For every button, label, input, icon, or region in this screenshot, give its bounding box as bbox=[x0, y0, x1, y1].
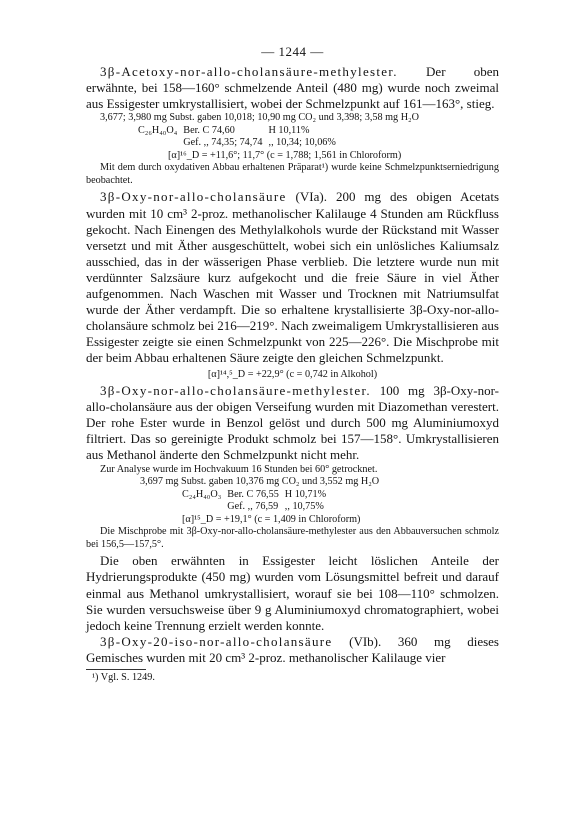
section-iso-acid bbox=[86, 634, 499, 666]
paragraph-text: (VIa). 200 mg des obigen Acetats wurden mit 10 cm³ 2-proz. methanolischer Kalilauge 4 Stunden am Rückfluss gekocht. Nach Einengen des Methylalkohols wurde der Rückstand mit Wasser versetzt und mit Äther ausgeschüttelt, wobei sich ein unlösliches Kaliumsalz ausschied, das in der wässerigen Phase verblieb. Die letztere wurde nun mit verdünnter Salzsäure kurz aufgekocht und die freie Säure in viel Äther aufgenommen. Nach Waschen mit Wasser und Trocknen mit Natriumsulfat wurde der Äther verdampft. Die so erhaltene krystallisierte 3β-Oxy-nor-allo-cholansäure schmolz bei 216—219°. Nach zweimaligem Umkrystallisieren aus Essigester zeigte sie einen Schmelzpunkt von 225—226°. Die Mischprobe mit der beim Abbau erhaltenen Säure zeigte den gleichen Schmelzpunkt. bbox=[86, 189, 499, 366]
optical-rotation: [α]¹⁶_D = +11,6°; 11,7° (c = 1,788; 1,561 in Chloroform) bbox=[168, 149, 402, 161]
calc-c: Ber. C 76,55 bbox=[227, 488, 279, 500]
section-acetoxy-methylester bbox=[86, 64, 499, 112]
compound-title: 3β-Oxy-20-iso-nor-allo-cholansäure bbox=[100, 633, 333, 649]
analysis-table bbox=[182, 489, 332, 514]
paragraph-text: (VIb). 360 mg dieses Gemisches wurden mit 20 cm³ 2-proz. methanolischer Kalilauge vier bbox=[86, 633, 499, 665]
paragraph-text: 100 mg 3β-Oxy-nor-allo-cholansäure aus der obigen Verseifung wurden mit Diazomethan verestert. Der rohe Ester wurde in Benzol gelöst und durch 500 mg Aluminiumoxyd filtriert. Das so gereinigte Produkt schmolz bei 157—158°. Umkrystallisieren aus Methanol änderte den Schmelzpunkt nicht mehr. bbox=[86, 383, 499, 463]
page bbox=[86, 44, 499, 684]
found-c: Gef. ,, 74,35; 74,74 bbox=[183, 137, 263, 149]
formula: C₂₆H₄₀O₄ bbox=[138, 124, 178, 136]
optical-rotation: [α]¹⁴,⁵_D = +22,9° (c = 0,742 in Alkohol) bbox=[207, 368, 378, 380]
found-h: ,, 10,34; 10,06% bbox=[268, 137, 336, 149]
optical-rotation: [α]¹⁵_D = +19,1° (c = 1,409 in Chloroform) bbox=[182, 513, 361, 525]
page-number: — 1244 — bbox=[261, 44, 324, 59]
footnote-rule bbox=[86, 669, 146, 670]
calc-h: H 10,71% bbox=[284, 488, 327, 500]
compound-title: 3β-Oxy-nor-allo-cholansäure-methylester. bbox=[100, 383, 371, 399]
section-oxy-methylester bbox=[86, 383, 499, 463]
analysis-line: 3,697 mg Subst. gaben 10,376 mg CO₂ und 3,552 mg H₂O bbox=[140, 476, 380, 488]
analysis-note: Zur Analyse wurde im Hochvakuum 16 Stunden bei 60° getrocknet. bbox=[100, 463, 378, 475]
found-c: Gef. ,, 76,59 bbox=[227, 501, 279, 513]
formula: C₂₄H₄₀O₃ bbox=[182, 488, 222, 500]
analysis-table bbox=[138, 125, 342, 150]
section-oxy-acid bbox=[86, 189, 499, 366]
compound-title: 3β-Oxy-nor-allo-cholansäure bbox=[100, 189, 287, 205]
note: Die Mischprobe mit 3β-Oxy-nor-allo-cholansäure-methylester aus den Abbauversuchen schmolz bei 156,5—157,5°. bbox=[86, 526, 499, 550]
calc-h: H 10,11% bbox=[268, 124, 310, 136]
compound-title: 3β-Acetoxy-nor-allo-cholansäure-methylester. bbox=[100, 64, 398, 79]
calc-c: Ber. C 74,60 bbox=[183, 124, 235, 136]
found-h: ,, 10,75% bbox=[284, 501, 324, 513]
analysis-line: 3,677; 3,980 mg Subst. gaben 10,018; 10,90 mg CO₂ und 3,398; 3,58 mg H₂O bbox=[100, 112, 419, 124]
note: Mit dem durch oxydativen Abbau erhaltenen Präparat¹) wurde keine Schmelzpunktserniedrigung beobachtet. bbox=[86, 162, 499, 186]
paragraph-text: Der oben erwähnte, bei 158—160° schmelzende Anteil (480 mg) wurde noch zweimal aus Essigester umkrystallisiert, wobei der Schmelzpunkt auf 161—163°, stieg. bbox=[86, 64, 499, 112]
footnote: ¹) Vgl. S. 1249. bbox=[92, 672, 155, 683]
paragraph-hydrogenation: Die oben erwähnten in Essigester leicht löslichen Anteile der Hydrierungsprodukte (450 mg) wurden vom Lösungsmittel befreit und darauf einmal aus Methanol umkrystallisiert, worauf sie bei 108—110° schmolzen. Sie wurden versuchsweise über 9 g Aluminiumoxyd chromatographiert, wobei jedoch keine Trennung erzielt werden konnte. bbox=[86, 553, 499, 633]
